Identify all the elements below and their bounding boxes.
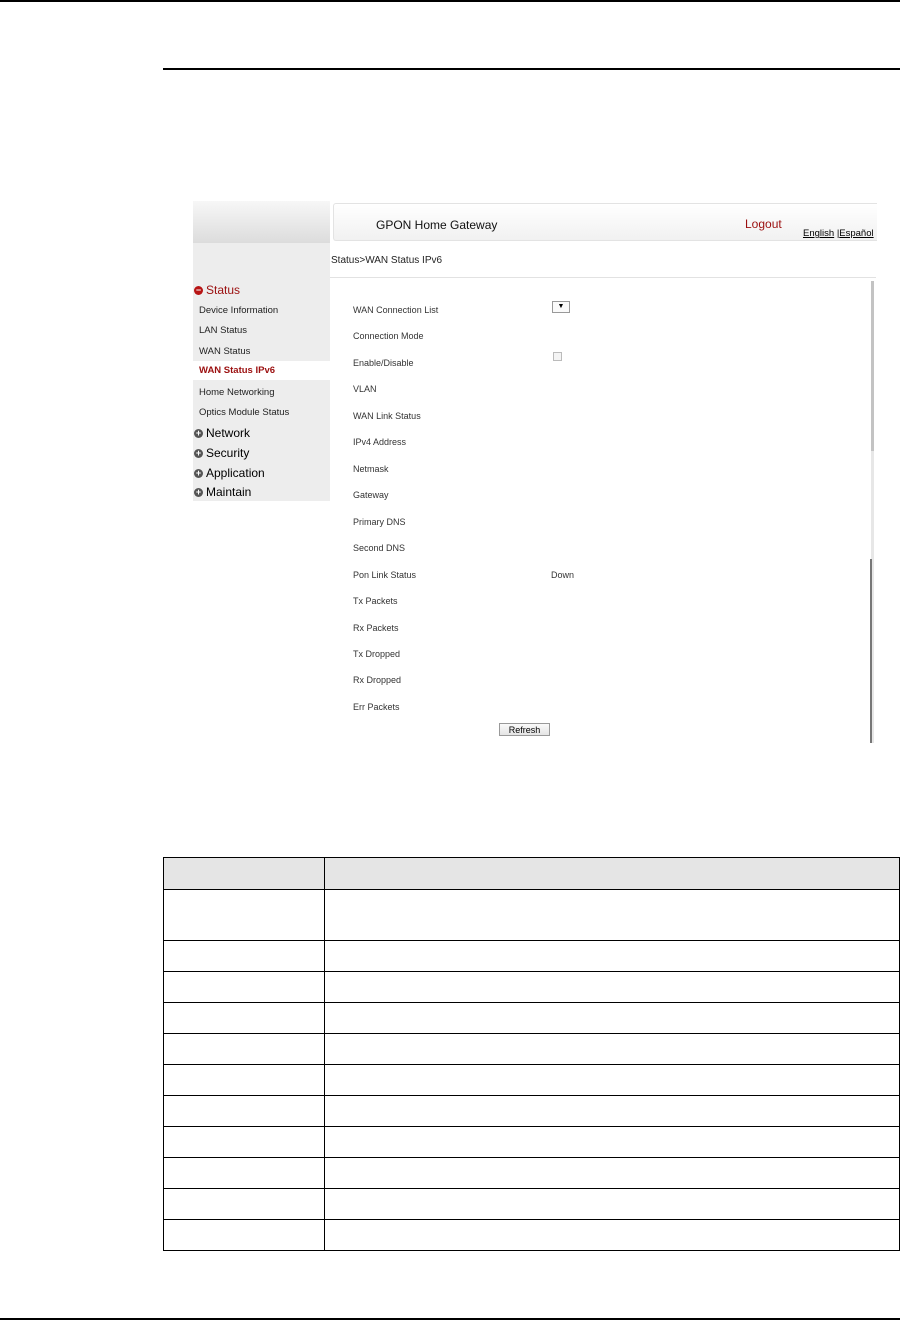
language-separator: | (836, 228, 840, 239)
wan-connection-dropdown[interactable]: ▼ (552, 301, 570, 313)
scrollbar-edge (870, 559, 872, 743)
sidebar-category-status[interactable] (194, 283, 240, 297)
table-cell (325, 1127, 900, 1158)
table-cell (164, 972, 325, 1003)
refresh-button[interactable]: Refresh (499, 723, 550, 736)
plus-circle-icon: + (195, 447, 202, 458)
table-header-cell (164, 858, 325, 890)
field-label-wan-link-status: WAN Link Status (353, 411, 421, 421)
table-cell (164, 1158, 325, 1189)
table-cell (325, 1220, 900, 1251)
table-row (164, 890, 900, 941)
table-cell (325, 1034, 900, 1065)
sidebar (193, 201, 330, 501)
field-label-tx-dropped: Tx Dropped (353, 649, 401, 659)
table-row (164, 941, 900, 972)
enable-checkbox[interactable] (553, 352, 562, 361)
table-row (164, 1065, 900, 1096)
table-cell (164, 1034, 325, 1065)
header-rule (163, 68, 900, 70)
footer-rule (0, 1318, 900, 1320)
sidebar-item-wan-status-ipv6[interactable]: WAN Status IPv6 (193, 361, 330, 380)
table-cell (164, 1065, 325, 1096)
field-label-tx-packets: Tx Packets (353, 596, 398, 606)
table-header-row (164, 858, 900, 890)
table-cell (164, 890, 325, 941)
sidebar-item-optics-module-status[interactable]: Optics Module Status (199, 407, 290, 418)
sidebar-category-security[interactable] (194, 446, 249, 460)
table-cell (164, 1220, 325, 1251)
field-label-ipv4-address: IPv4 Address (353, 437, 407, 447)
top-bar (333, 203, 877, 241)
field-label-netmask: Netmask (353, 464, 389, 474)
table-cell (325, 972, 900, 1003)
sidebar-category-network[interactable] (194, 426, 250, 440)
router-screenshot (193, 201, 876, 743)
table-cell (164, 1096, 325, 1127)
field-label-rx-packets: Rx Packets (353, 623, 399, 633)
espanol-link[interactable]: Español (839, 228, 874, 239)
logout-link[interactable]: Logout (745, 217, 782, 231)
table-row (164, 1189, 900, 1220)
sidebar-category-maintain[interactable] (194, 485, 251, 499)
english-link[interactable]: English (803, 228, 835, 239)
sidebar-category-label: Security (206, 446, 250, 460)
field-label-vlan: VLAN (353, 384, 377, 394)
table-cell (325, 1189, 900, 1220)
plus-circle-icon: + (195, 486, 202, 497)
plus-circle-icon: + (195, 467, 202, 478)
table-cell (325, 941, 900, 972)
table-cell (164, 1127, 325, 1158)
table-row (164, 1158, 900, 1189)
table-cell (164, 1189, 325, 1220)
sidebar-category-label: Network (206, 426, 251, 440)
minus-circle-icon: − (195, 284, 202, 295)
table-cell (164, 941, 325, 972)
breadcrumb: Status>WAN Status IPv6 (331, 255, 443, 266)
app-title: GPON Home Gateway (376, 218, 498, 232)
language-links (803, 228, 874, 239)
sidebar-item-device-information[interactable]: Device Information (199, 305, 279, 316)
table-row (164, 972, 900, 1003)
plus-circle-icon: + (195, 427, 202, 438)
table-header-cell (325, 858, 900, 890)
table-row (164, 1127, 900, 1158)
table-row (164, 1003, 900, 1034)
field-label-gateway: Gateway (353, 490, 389, 500)
pon-link-status-value: Down (551, 570, 575, 580)
table-cell (325, 1158, 900, 1189)
field-label-connection-mode: Connection Mode (353, 331, 424, 341)
sidebar-category-application[interactable] (194, 466, 265, 480)
sidebar-category-label: Application (206, 466, 265, 480)
table-cell (325, 1003, 900, 1034)
parameter-table (163, 857, 900, 1251)
field-label-err-packets: Err Packets (353, 702, 400, 712)
sidebar-category-label: Status (206, 283, 241, 297)
sidebar-item-lan-status[interactable]: LAN Status (199, 325, 248, 336)
sidebar-category-label: Maintain (206, 485, 252, 499)
table-row (164, 1096, 900, 1127)
field-label-primary-dns: Primary DNS (353, 517, 406, 527)
field-label-wan-connection-list: WAN Connection List (353, 305, 439, 315)
table-cell (325, 1096, 900, 1127)
top-border-line (0, 0, 900, 2)
sidebar-item-home-networking[interactable]: Home Networking (199, 387, 275, 398)
sidebar-header (193, 201, 330, 243)
sidebar-item-wan-status[interactable]: WAN Status (199, 346, 251, 357)
field-label-second-dns: Second DNS (353, 543, 406, 553)
field-label-rx-dropped: Rx Dropped (353, 675, 402, 685)
table-cell (164, 1003, 325, 1034)
table-cell (325, 890, 900, 941)
field-label-pon-link-status: Pon Link Status (353, 570, 417, 580)
table-row (164, 1220, 900, 1251)
divider (330, 277, 876, 278)
field-label-enable-disable: Enable/Disable (353, 358, 414, 368)
table-cell (325, 1065, 900, 1096)
scrollbar-thumb[interactable] (871, 281, 874, 451)
table-row (164, 1034, 900, 1065)
